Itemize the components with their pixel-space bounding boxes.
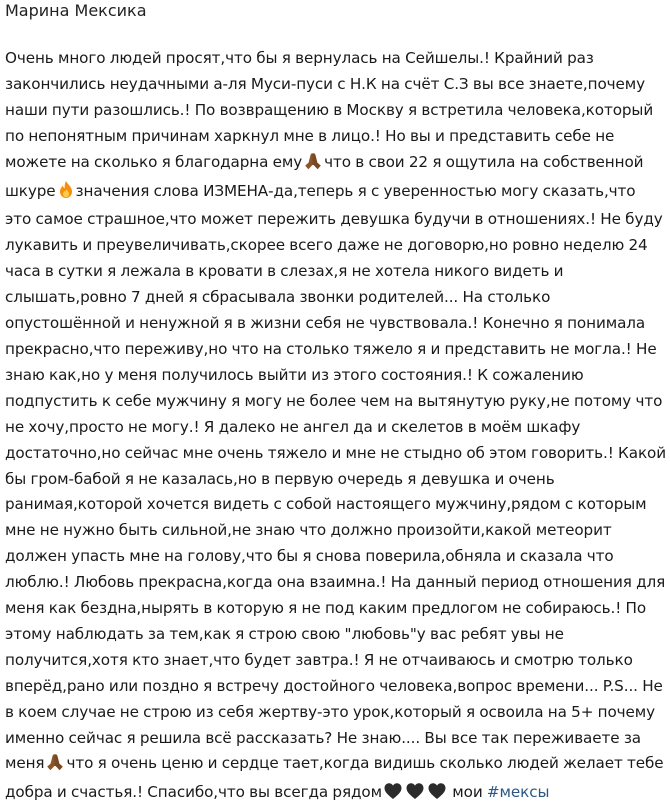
folded-hands-icon bbox=[45, 753, 65, 780]
post-line: ранимая,которой хочется видеть с собой настоящего мужчину,рядом с которым bbox=[5, 495, 647, 514]
post-text: мои bbox=[452, 783, 483, 802]
post-line: мне не нужно быть сильной,не знаю что должно произойти,какой метеорит bbox=[5, 521, 612, 540]
post-line: это самое страшное,что может пережить девушка будучи в отношениях.! Не буду bbox=[5, 210, 663, 229]
post-line: подпустить к себе мужчину я могу не более чем на вытянутую руку,не потому что bbox=[5, 391, 663, 410]
post-line: закончились неудачными а-ля Муси-пуси с Н.К на счёт С.З вы все знаете,почему bbox=[5, 74, 646, 93]
black-heart-icon bbox=[405, 782, 425, 809]
post-line: этому наблюдать за тем,как я строю свою "любовь"у вас ребят увы не bbox=[5, 624, 564, 643]
post-line: не хочу,просто не могу.! Я далеко не ангел да и скелетов в моём шкафу bbox=[5, 417, 581, 436]
folded-hands-icon bbox=[303, 152, 323, 179]
post-line bbox=[5, 780, 667, 809]
post-line: должен упасть мне на голову,что бы я снова поверила,обняла и сказала что bbox=[5, 547, 614, 566]
post-text: значения слова ИЗМЕНА-да,теперь я с уверенностью могу сказать,что bbox=[75, 181, 636, 200]
post-line: меня как бездна,нырять в которую я не под каким предлогом не собираюсь.! По bbox=[5, 599, 647, 618]
post-line: получится,хотя кто знает,что будет завтра.! Я не отчаиваюсь и смотрю только bbox=[5, 650, 633, 669]
post-line bbox=[5, 179, 667, 208]
post-line: бы гром-бабой я не казалась,но в первую очередь я девушка и очень bbox=[5, 469, 555, 488]
black-heart-icon bbox=[383, 782, 403, 809]
post-line: достаточно,но сейчас мне очень тяжело и мне не стыдно об этом говорить.! Какой bbox=[5, 443, 666, 462]
hashtag-link[interactable]: #мексы bbox=[486, 783, 550, 802]
black-heart-icon bbox=[427, 782, 447, 809]
post-body bbox=[5, 46, 667, 809]
post-line: часа в сутки я лежала в кровати в слезах,я не хотела никого видеть и bbox=[5, 262, 564, 281]
post-line: именно сейчас я решила всё рассказать? Не знаю.... Вы все так переживаете за bbox=[5, 728, 642, 747]
post-line: лукавить и преувеличивать,скорее всего даже не договорю,но ровно неделю 24 bbox=[5, 236, 648, 255]
post-line: слышать,ровно 7 дней я сбрасывала звонки родителей... На столько bbox=[5, 288, 551, 307]
post-text: шкуре bbox=[5, 181, 56, 200]
post-line bbox=[5, 751, 667, 780]
fire-icon bbox=[57, 180, 75, 208]
post-text: что в свои 22 я ощутила на собственной bbox=[324, 152, 644, 171]
post-line: в коем случае не строю из себя жертву-это урок,который я освоила на 5+ почему bbox=[5, 702, 656, 721]
post-line bbox=[5, 150, 667, 179]
post-line: прекрасно,что переживу,но что на столько тяжело я и представить не могла.! Не bbox=[5, 339, 657, 358]
post-text: можете на сколько я благодарна ему bbox=[5, 152, 303, 171]
post-text: что я очень ценю и сердце тает,когда видишь сколько людей желает тебе bbox=[66, 754, 664, 773]
post-line: по непонятным причинам харкнул мне в лицо.! Но вы и представить себе не bbox=[5, 126, 615, 145]
post-line: вперёд,рано или поздно я встречу достойного человека,вопрос времени... P.S... Не bbox=[5, 676, 663, 695]
post-author-name[interactable]: Марина Мексика bbox=[5, 1, 147, 20]
post-text: добра и счастья.! Спасибо,что вы всегда рядом bbox=[5, 783, 382, 802]
post-text: меня bbox=[5, 754, 45, 773]
post-line: наши пути разошлись.! По возвращению в Москву я встретила человека,который bbox=[5, 100, 654, 119]
post-line: опустошённой и ненужной я в жизни себя не чувствовала.! Конечно я понимала bbox=[5, 314, 646, 333]
post-line: люблю.! Любовь прекрасна,когда она взаимна.! На данный период отношения для bbox=[5, 573, 666, 592]
post-line: знаю как,но у меня получилось выйти из этого состояния.! К сожалению bbox=[5, 365, 584, 384]
post-line: Очень много людей просят,что бы я вернулась на Сейшелы.! Крайний раз bbox=[5, 49, 594, 67]
